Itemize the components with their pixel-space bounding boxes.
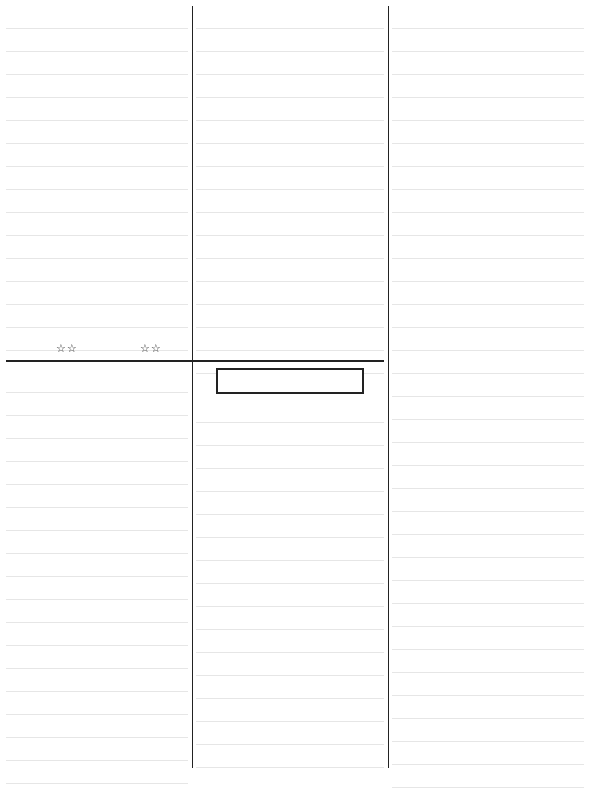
- text-line: [196, 492, 384, 515]
- text-line: [392, 535, 584, 558]
- text-line: [392, 420, 584, 443]
- left-column: [6, 6, 188, 768]
- article-divider: [6, 360, 384, 362]
- text-line: [392, 581, 584, 604]
- text-line: [6, 75, 188, 98]
- text-line: [196, 144, 384, 167]
- text-line: [6, 715, 188, 738]
- text-line: [6, 669, 188, 692]
- text-line: [196, 538, 384, 561]
- text-line: [6, 121, 188, 144]
- text-line: [392, 305, 584, 328]
- column-divider-left: [192, 6, 193, 768]
- text-line: [196, 676, 384, 699]
- text-line: [6, 646, 188, 669]
- text-line: [392, 673, 584, 696]
- text-line: [6, 259, 188, 282]
- text-line: [6, 6, 188, 29]
- text-line: [6, 282, 188, 305]
- text-line: [196, 469, 384, 492]
- text-line: [6, 600, 188, 623]
- text-line: [6, 485, 188, 508]
- text-line: [392, 282, 584, 305]
- right-column-text: [392, 6, 584, 788]
- text-line: [196, 213, 384, 236]
- text-line: [392, 512, 584, 535]
- text-line: [6, 761, 188, 784]
- text-line: [6, 236, 188, 259]
- text-line: [392, 98, 584, 121]
- text-line: [6, 190, 188, 213]
- text-line: [6, 305, 188, 328]
- text-line: [6, 213, 188, 236]
- text-line: [392, 351, 584, 374]
- text-line: [196, 446, 384, 469]
- right-column: [392, 6, 584, 768]
- left-bottom-text: [6, 370, 188, 784]
- text-line: [392, 397, 584, 420]
- text-line: [392, 144, 584, 167]
- text-line: [196, 167, 384, 190]
- middle-bottom-text: [196, 400, 384, 768]
- stars-ornament-left: ☆☆: [56, 342, 78, 355]
- text-line: [392, 236, 584, 259]
- text-line: [196, 561, 384, 584]
- text-line: [196, 630, 384, 653]
- text-line: [196, 236, 384, 259]
- text-line: [196, 423, 384, 446]
- text-line: [196, 282, 384, 305]
- text-line: [196, 259, 384, 282]
- text-line: [196, 653, 384, 676]
- text-line: [392, 650, 584, 673]
- text-line: [6, 577, 188, 600]
- text-line: [196, 328, 384, 351]
- text-line: [392, 29, 584, 52]
- text-line: [6, 167, 188, 190]
- left-top-text: [6, 6, 188, 351]
- column-divider-right: [388, 6, 389, 768]
- text-line: [6, 508, 188, 531]
- text-line: [392, 627, 584, 650]
- text-line: [392, 75, 584, 98]
- text-line: [196, 121, 384, 144]
- text-line: [6, 144, 188, 167]
- text-line: [392, 259, 584, 282]
- text-line: [196, 6, 384, 29]
- text-line: [196, 722, 384, 745]
- text-line: [196, 29, 384, 52]
- stars-ornament-right: ☆☆: [140, 342, 162, 355]
- text-line: [392, 121, 584, 144]
- text-line: [196, 515, 384, 538]
- text-line: [392, 765, 584, 788]
- text-line: [392, 466, 584, 489]
- text-line: [6, 554, 188, 577]
- text-line: [196, 699, 384, 722]
- text-line: [196, 190, 384, 213]
- middle-top-text: [196, 6, 384, 374]
- text-line: [6, 692, 188, 715]
- text-line: [196, 305, 384, 328]
- text-line: [392, 443, 584, 466]
- text-line: [392, 190, 584, 213]
- text-line: [196, 75, 384, 98]
- text-line: [392, 719, 584, 742]
- text-line: [6, 52, 188, 75]
- text-line: [196, 98, 384, 121]
- text-line: [392, 374, 584, 397]
- text-line: [6, 416, 188, 439]
- text-line: [392, 696, 584, 719]
- text-line: [6, 29, 188, 52]
- text-line: [6, 531, 188, 554]
- text-line: [196, 607, 384, 630]
- section-box-title: [216, 368, 364, 394]
- text-line: [392, 213, 584, 236]
- text-line: [6, 738, 188, 761]
- text-line: [392, 604, 584, 627]
- text-line: [6, 439, 188, 462]
- text-line: [6, 393, 188, 416]
- text-line: [196, 584, 384, 607]
- text-line: [392, 52, 584, 75]
- text-line: [392, 558, 584, 581]
- text-line: [196, 745, 384, 768]
- text-line: [392, 167, 584, 190]
- text-line: [392, 489, 584, 512]
- text-line: [6, 462, 188, 485]
- text-line: [196, 400, 384, 423]
- text-line: [392, 6, 584, 29]
- middle-column: [196, 6, 384, 768]
- text-line: [6, 370, 188, 393]
- text-line: [392, 742, 584, 765]
- text-line: [6, 623, 188, 646]
- text-line: [6, 98, 188, 121]
- text-line: [392, 328, 584, 351]
- text-line: [196, 52, 384, 75]
